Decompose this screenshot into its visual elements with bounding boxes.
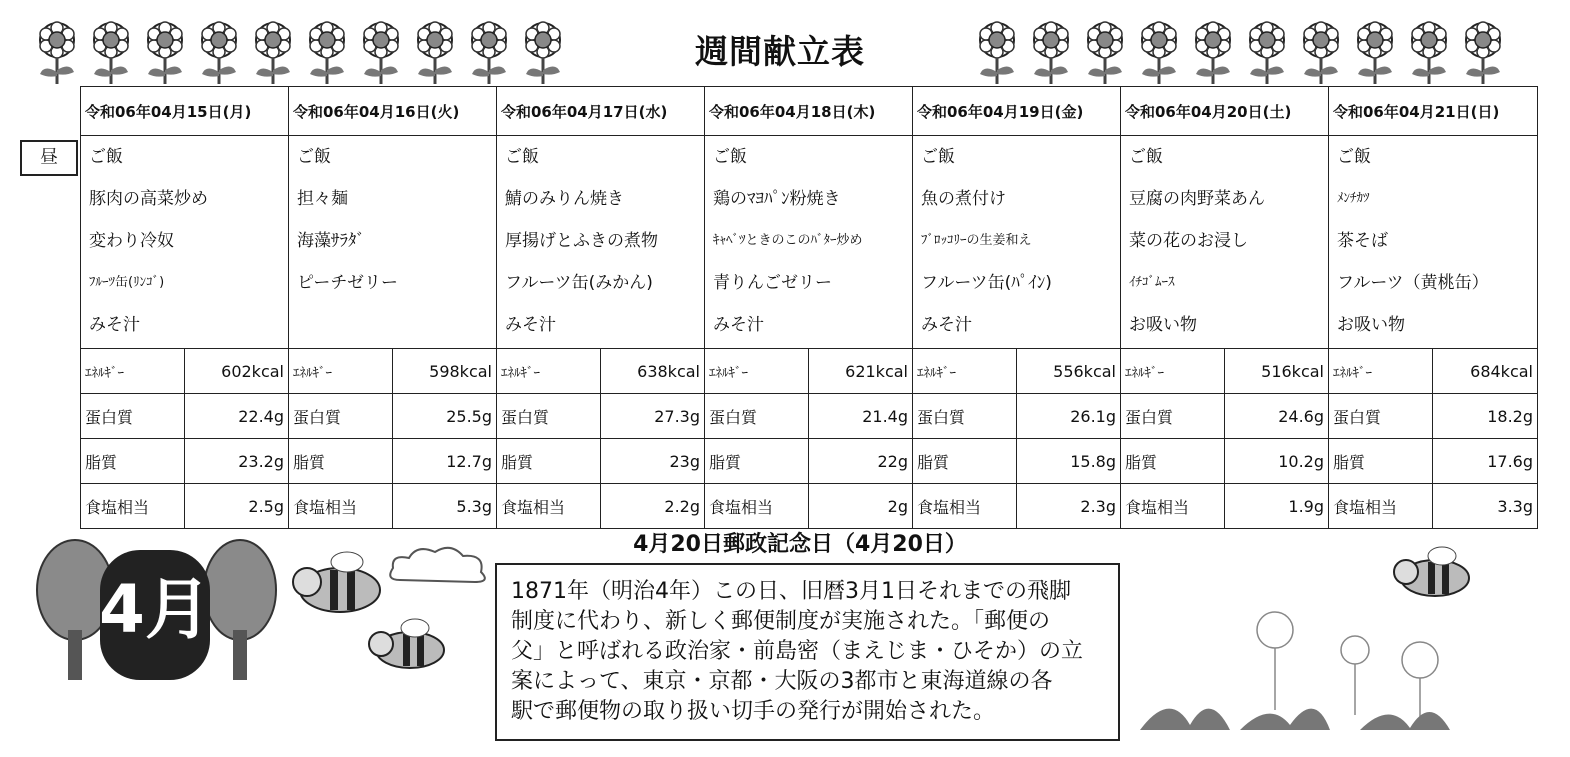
protein-value: 27.3g <box>601 394 705 439</box>
day-dishes-cell <box>81 136 289 349</box>
fat-value: 23g <box>601 439 705 484</box>
flower-icon <box>30 20 84 86</box>
energy-label: ｴﾈﾙｷﾞｰ <box>289 349 393 394</box>
protein-label: 蛋白質 <box>81 394 185 439</box>
dish-item: 豚肉の高菜炒め <box>89 189 208 209</box>
flower-icon <box>192 20 246 86</box>
flower-icon <box>1456 20 1510 86</box>
fat-value: 12.7g <box>393 439 497 484</box>
salt-value: 2.3g <box>1017 484 1121 529</box>
energy-value: 684kcal <box>1433 349 1538 394</box>
protein-value: 21.4g <box>809 394 913 439</box>
flower-icon <box>84 20 138 86</box>
dishes-row <box>81 136 1538 349</box>
salt-label: 食塩相当 <box>913 484 1017 529</box>
salt-label: 食塩相当 <box>1121 484 1225 529</box>
salt-label: 食塩相当 <box>289 484 393 529</box>
dish-item: 豆腐の肉野菜あん <box>1129 189 1265 209</box>
salt-label: 食塩相当 <box>1329 484 1433 529</box>
day-date-header: 令和06年04月19日(金) <box>913 87 1121 136</box>
date-header-row <box>81 87 1538 136</box>
protein-row <box>81 394 1538 439</box>
dish-item: 担々麺 <box>297 189 348 209</box>
fat-value: 22g <box>809 439 913 484</box>
dish-item: 海藻ｻﾗﾀﾞ <box>297 231 365 251</box>
energy-value: 621kcal <box>809 349 913 394</box>
energy-label: ｴﾈﾙｷﾞｰ <box>1121 349 1225 394</box>
event-line: 父」と呼ばれる政治家・前島密（まえじま・ひそか）の立 <box>511 639 1084 664</box>
flower-icon <box>462 20 516 86</box>
flower-icon <box>516 20 570 86</box>
protein-value: 22.4g <box>185 394 289 439</box>
day-date-header: 令和06年04月16日(火) <box>289 87 497 136</box>
dish-item: 鯖のみりん焼き <box>505 189 624 209</box>
fat-label: 脂質 <box>289 439 393 484</box>
flower-icon <box>246 20 300 86</box>
salt-value: 5.3g <box>393 484 497 529</box>
dish-item: フルーツ缶(ﾊﾟｲﾝ) <box>921 273 1052 293</box>
dish-item: フルーツ缶(みかん) <box>505 273 653 293</box>
salt-row <box>81 484 1538 529</box>
dish-item: 厚揚げとふきの煮物 <box>505 231 658 251</box>
day-dishes-cell <box>497 136 705 349</box>
energy-label: ｴﾈﾙｷﾞｰ <box>497 349 601 394</box>
fat-value: 23.2g <box>185 439 289 484</box>
energy-label: ｴﾈﾙｷﾞｰ <box>81 349 185 394</box>
dish-item: ご飯 <box>921 147 955 167</box>
salt-value: 2g <box>809 484 913 529</box>
page-title: 週間献立表 <box>695 32 865 71</box>
fat-value: 15.8g <box>1017 439 1121 484</box>
dish-item: 鶏のﾏﾖﾊﾟﾝ粉焼き <box>713 189 841 209</box>
event-title: 4月20日郵政記念日（4月20日） <box>633 532 967 557</box>
event-line: 駅で郵便物の取り扱い切手の発行が開始された。 <box>511 699 996 724</box>
flower-icon <box>1240 20 1294 86</box>
cloud-icon <box>385 540 495 590</box>
dish-item: ｷｬﾍﾞﾂときのこのﾊﾞﾀｰ炒め <box>713 233 863 248</box>
energy-value: 516kcal <box>1225 349 1329 394</box>
salt-value: 3.3g <box>1433 484 1538 529</box>
dish-item: お吸い物 <box>1129 315 1197 335</box>
dish-item: ご飯 <box>297 147 331 167</box>
day-dishes-cell <box>1329 136 1538 349</box>
day-date-header: 令和06年04月21日(日) <box>1329 87 1538 136</box>
salt-value: 2.2g <box>601 484 705 529</box>
event-description-box <box>495 563 1120 741</box>
event-line: 制度に代わり、新しく郵便制度が実施された。「郵便の <box>511 609 1051 634</box>
dish-item: みそ汁 <box>713 315 764 335</box>
dandelion-icon <box>1257 612 1438 725</box>
flower-icon <box>300 20 354 86</box>
day-dishes-cell <box>289 136 497 349</box>
protein-value: 26.1g <box>1017 394 1121 439</box>
dish-item: ピーチゼリー <box>297 273 398 293</box>
bee-icon <box>369 619 444 668</box>
dish-item: みそ汁 <box>921 315 972 335</box>
flower-icon <box>138 20 192 86</box>
flower-icon <box>354 20 408 86</box>
flower-icon <box>1348 20 1402 86</box>
bee-icon <box>1394 547 1469 596</box>
flower-icon <box>1402 20 1456 86</box>
fat-label: 脂質 <box>705 439 809 484</box>
flower-icon <box>1186 20 1240 86</box>
dish-item: ﾒﾝﾁｶﾂ <box>1337 191 1370 206</box>
energy-value: 638kcal <box>601 349 705 394</box>
dandelion-field-art <box>1130 540 1550 740</box>
protein-label: 蛋白質 <box>705 394 809 439</box>
fat-value: 17.6g <box>1433 439 1538 484</box>
dish-item: ご飯 <box>713 147 747 167</box>
fat-value: 10.2g <box>1225 439 1329 484</box>
fat-label: 脂質 <box>81 439 185 484</box>
protein-label: 蛋白質 <box>289 394 393 439</box>
dish-item: ﾌﾙｰﾂ缶(ﾘﾝｺﾞ) <box>89 275 165 290</box>
fat-label: 脂質 <box>913 439 1017 484</box>
flower-row-right <box>970 20 1510 86</box>
event-line: 1871年（明治4年）この日、旧暦3月1日それまでの飛脚 <box>511 579 1071 604</box>
dish-item: 変わり冷奴 <box>89 231 174 251</box>
dish-item: ご飯 <box>89 147 123 167</box>
fat-label: 脂質 <box>1121 439 1225 484</box>
dish-item: ｲﾁｺﾞﾑｰｽ <box>1129 275 1175 290</box>
day-date-header: 令和06年04月17日(水) <box>497 87 705 136</box>
salt-label: 食塩相当 <box>705 484 809 529</box>
dish-item: 茶そば <box>1337 231 1388 251</box>
flower-icon <box>408 20 462 86</box>
dish-item: ご飯 <box>505 147 539 167</box>
flower-icon <box>1024 20 1078 86</box>
protein-label: 蛋白質 <box>1121 394 1225 439</box>
dish-item: ご飯 <box>1337 147 1371 167</box>
dish-item: 魚の煮付け <box>921 189 1006 209</box>
flower-icon <box>1132 20 1186 86</box>
salt-value: 1.9g <box>1225 484 1329 529</box>
protein-value: 25.5g <box>393 394 497 439</box>
protein-label: 蛋白質 <box>913 394 1017 439</box>
protein-label: 蛋白質 <box>497 394 601 439</box>
day-dishes-cell <box>705 136 913 349</box>
dish-item: ご飯 <box>1129 147 1163 167</box>
day-dishes-cell <box>1121 136 1329 349</box>
flower-icon <box>970 20 1024 86</box>
dish-item: 青りんごゼリー <box>713 273 832 293</box>
energy-value: 598kcal <box>393 349 497 394</box>
energy-value: 556kcal <box>1017 349 1121 394</box>
energy-label: ｴﾈﾙｷﾞｰ <box>1329 349 1433 394</box>
day-dishes-cell <box>913 136 1121 349</box>
dish-item: 菜の花のお浸し <box>1129 231 1248 251</box>
fat-row <box>81 439 1538 484</box>
protein-label: 蛋白質 <box>1329 394 1433 439</box>
weekly-menu-table <box>80 86 1538 529</box>
dish-item <box>293 304 492 346</box>
protein-value: 18.2g <box>1433 394 1538 439</box>
bee-icon <box>293 552 380 612</box>
dish-item: フルーツ（黄桃缶） <box>1337 273 1489 293</box>
dish-item: みそ汁 <box>505 315 556 335</box>
day-date-header: 令和06年04月20日(土) <box>1121 87 1329 136</box>
dish-item: みそ汁 <box>89 315 140 335</box>
flower-icon <box>1294 20 1348 86</box>
fat-label: 脂質 <box>1329 439 1433 484</box>
dish-item: ﾌﾞﾛｯｺﾘｰの生姜和え <box>921 233 1032 248</box>
flower-icon <box>1078 20 1132 86</box>
salt-label: 食塩相当 <box>497 484 601 529</box>
event-line: 案によって、東京・京都・大阪の3都市と東海道線の各 <box>511 669 1053 694</box>
dish-item: お吸い物 <box>1337 315 1405 335</box>
energy-label: ｴﾈﾙｷﾞｰ <box>705 349 809 394</box>
energy-value: 602kcal <box>185 349 289 394</box>
energy-row <box>81 349 1538 394</box>
day-date-header: 令和06年04月15日(月) <box>81 87 289 136</box>
day-date-header: 令和06年04月18日(木) <box>705 87 913 136</box>
month-badge: 4月 <box>99 571 211 648</box>
fat-label: 脂質 <box>497 439 601 484</box>
salt-value: 2.5g <box>185 484 289 529</box>
energy-label: ｴﾈﾙｷﾞｰ <box>913 349 1017 394</box>
meal-slot-label: 昼 <box>20 140 78 176</box>
salt-label: 食塩相当 <box>81 484 185 529</box>
flower-row-left <box>30 20 570 86</box>
protein-value: 24.6g <box>1225 394 1329 439</box>
